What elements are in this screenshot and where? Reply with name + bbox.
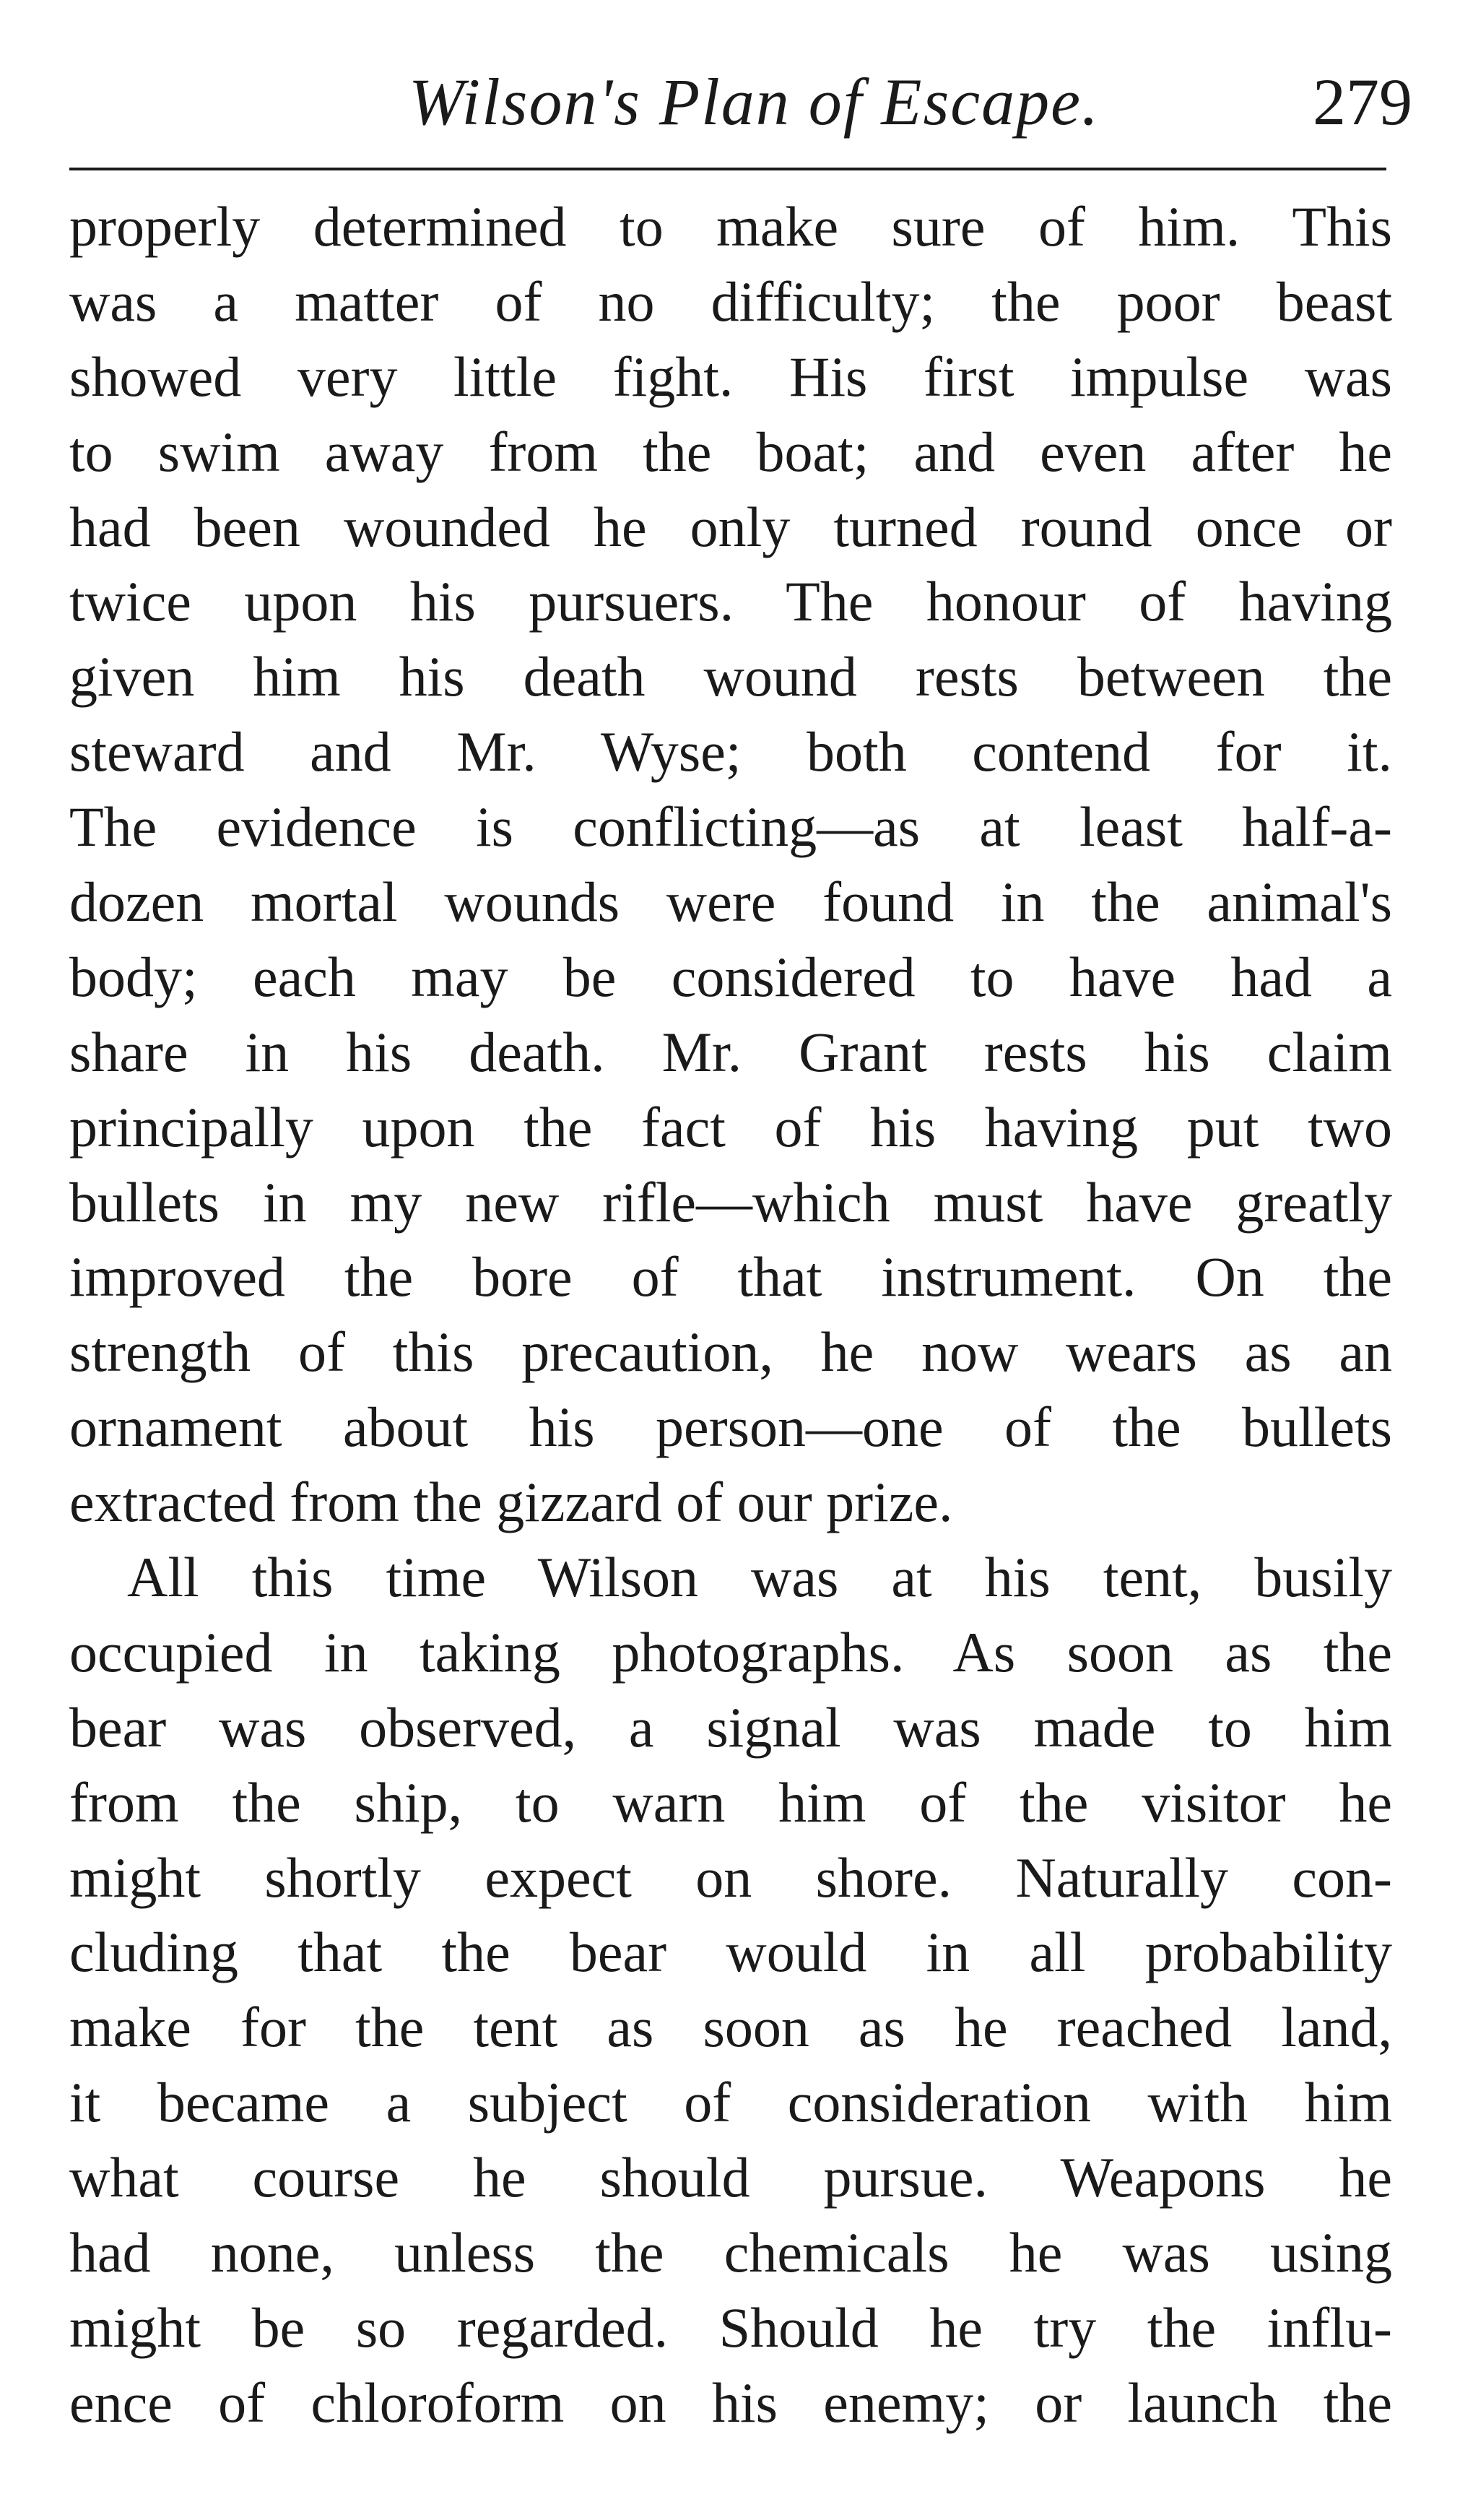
text-line: given him his death wound rests between the (69, 645, 1392, 709)
text-line: dozen mortal wounds were found in the animal's (69, 870, 1392, 934)
text-line: had been wounded he only turned round once or (69, 495, 1392, 558)
text-line: ence of chloroform on his enemy; or launch the (69, 2370, 1392, 2434)
text-line: bear was observed, a signal was made to him (69, 1695, 1392, 1759)
text-line: cluding that the bear would in all probability (69, 1921, 1392, 1984)
text-line: occupied in taking photographs. As soon as the (69, 1620, 1392, 1684)
running-head (69, 64, 1412, 165)
header-rule (69, 168, 1386, 170)
text-line: make for the tent as soon as he reached land, (69, 1996, 1392, 2059)
text-line: The evidence is conflicting—as at least half-a- (69, 795, 1392, 859)
text-line: principally upon the fact of his having put two (69, 1095, 1392, 1159)
text-line: might be so regarded. Should he try the influ- (69, 2295, 1392, 2359)
text-line: bullets in my new rifle—which must have greatly (69, 1170, 1392, 1234)
running-title: Wilson's Plan of Escape. (409, 65, 1100, 139)
text-line: body; each may be considered to have had a (69, 945, 1392, 1008)
text-line: it became a subject of consideration with him (69, 2071, 1392, 2134)
text-line: share in his death. Mr. Grant rests his claim (69, 1020, 1392, 1083)
text-line: steward and Mr. Wyse; both contend for it. (69, 720, 1392, 784)
text-line: twice upon his pursuers. The honour of having (69, 570, 1392, 633)
text-line: might shortly expect on shore. Naturally con- (69, 1845, 1392, 1909)
text-line: extracted from the gizzard of our prize. (69, 1471, 953, 1534)
text-line: strength of this precaution, he now wears as an (69, 1320, 1392, 1384)
page-number: 279 (1313, 65, 1412, 139)
text-line: ornament about his person—one of the bullets (69, 1395, 1392, 1459)
text-line: from the ship, to warn him of the visitor he (69, 1770, 1392, 1834)
text-line: showed very little fight. His first impulse was (69, 345, 1392, 408)
text-line: All this time Wilson was at his tent, busily (127, 1546, 1392, 1609)
paragraph-1 (69, 189, 1392, 1540)
paragraph-2 (69, 1540, 1392, 2441)
text-line: to swim away from the boat; and even after he (69, 420, 1392, 483)
text-line: had none, unless the chemicals he was using (69, 2221, 1392, 2285)
text-line: was a matter of no difficulty; the poor beast (69, 269, 1392, 333)
text-line: properly determined to make sure of him. This (69, 195, 1392, 258)
text-line: what course he should pursue. Weapons he (69, 2146, 1392, 2209)
text-line: improved the bore of that instrument. On the (69, 1245, 1392, 1309)
body-text (69, 189, 1392, 2441)
